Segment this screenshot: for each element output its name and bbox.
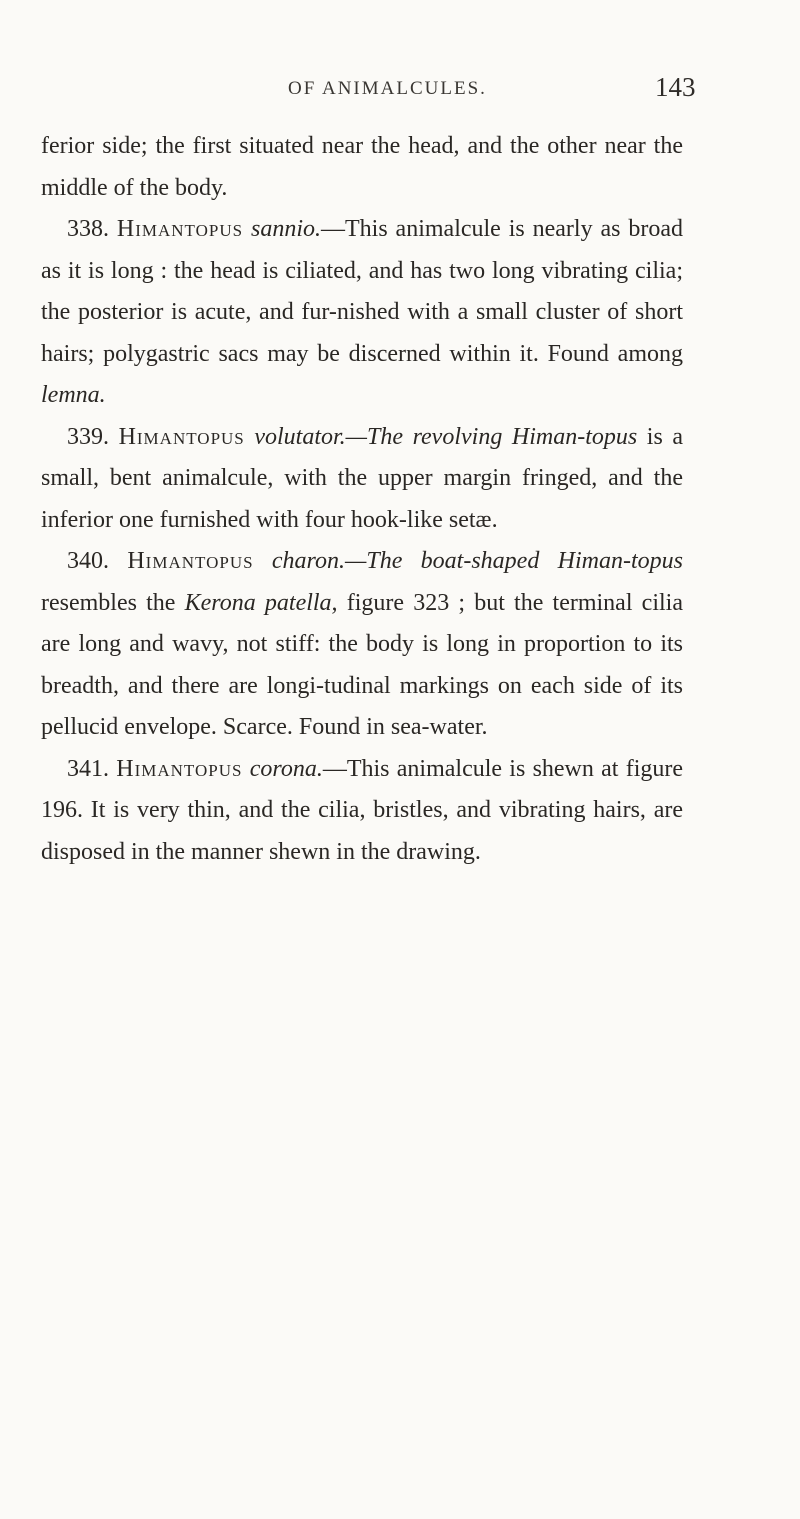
common-name: —The boat-shaped Himan-topus: [345, 548, 684, 574]
species-name: corona.: [249, 755, 323, 782]
paragraph-text: resembles the: [41, 589, 185, 616]
common-name: —The revolving Himan-topus: [345, 423, 638, 450]
entry-number: 340.: [67, 548, 109, 574]
page-number: 143: [655, 72, 696, 102]
italic-reference: Kerona patella,: [184, 589, 338, 616]
paragraph-text: —This animalcule is nearly as broad as it is long : the head is ciliated, and has two long vibrating cilia; the posterior is acute, and fur-nished with a small cluster of short hairs; polygastric sacs may be discerned within it. Found among: [41, 216, 684, 367]
italic-term: lemna.: [41, 382, 106, 408]
species-name: volutator.: [254, 423, 346, 450]
page-header: [0, 72, 800, 112]
paragraph-340: [41, 541, 683, 749]
paragraph-338: [41, 209, 683, 417]
paragraph-text: ferior side; the first situated near the head, and the other near the middle of the body.: [41, 133, 683, 201]
entry-number: 338.: [67, 216, 109, 242]
genus-name: Himantopus: [118, 423, 245, 450]
genus-name: Himantopus: [116, 216, 244, 242]
species-name: sannio.: [250, 216, 321, 242]
paragraph-continuation: [41, 126, 683, 209]
paragraph-339: [41, 417, 683, 542]
paragraph-text: is a small, bent animalcule, with the upper margin fringed, and the inferior one furnished with four hook-like setæ.: [41, 423, 683, 533]
paragraph-text: —This animalcule is shewn at figure 196. It is very thin, and the cilia, bristles, and vibrating hairs, are disposed in the manner shewn in the drawing.: [41, 755, 684, 865]
paragraph-text: figure 323 ; but the terminal cilia are long and wavy, not stiff: the body is long in proportion to its breadth, and there are longi-tudinal markings on each side of its pellucid envelope. Scarce. Found in sea-water.: [41, 589, 683, 740]
genus-name: Himantopus: [127, 548, 254, 574]
entry-number: 339.: [67, 423, 109, 450]
genus-name: Himantopus: [116, 755, 243, 782]
species-name: charon.: [271, 548, 345, 574]
entry-number: 341.: [67, 755, 109, 782]
body-text: [41, 126, 683, 873]
paragraph-341: [41, 749, 683, 874]
running-head: OF ANIMALCULES.: [288, 78, 487, 99]
